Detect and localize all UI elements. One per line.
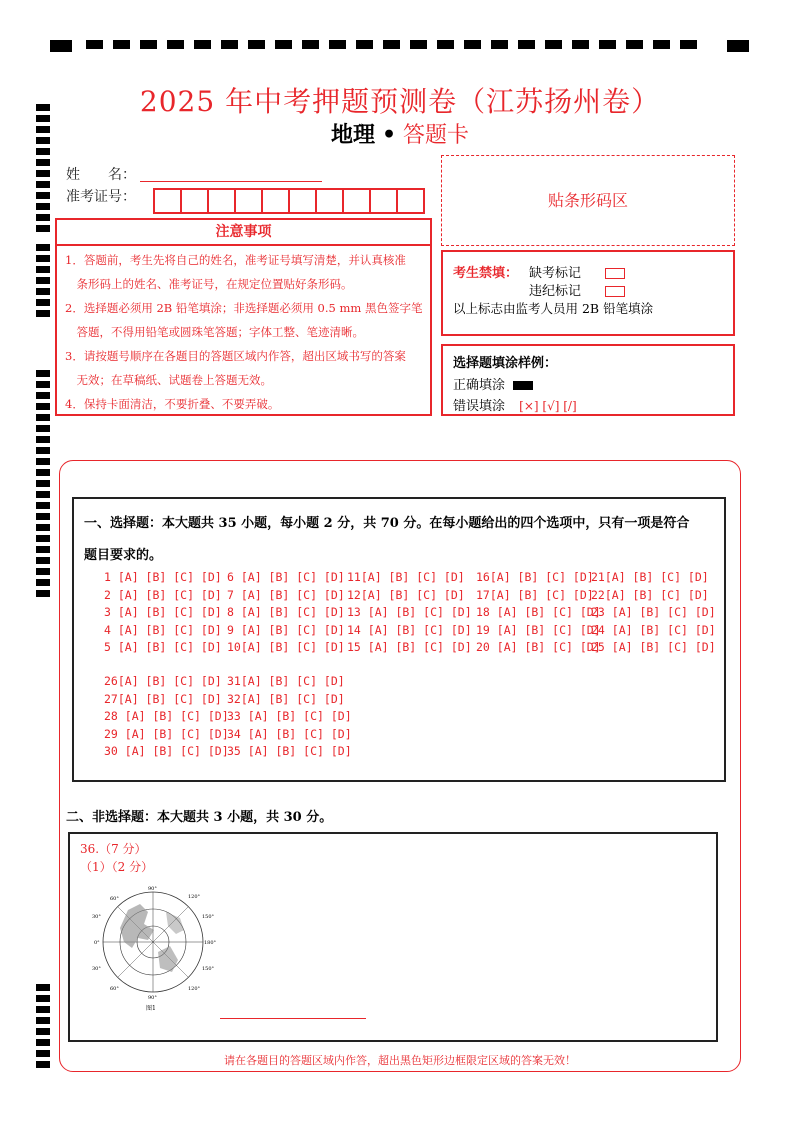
timing-mark bbox=[36, 984, 50, 991]
mc-question-row[interactable]: 33 [A] [B] [C] [D] bbox=[227, 709, 352, 723]
notice-box bbox=[55, 218, 432, 416]
mc-question-row[interactable]: 23 [A] [B] [C] [D] bbox=[591, 605, 716, 619]
barcode-label: 贴条形码区 bbox=[547, 191, 628, 210]
mc-question-row[interactable]: 7 [A] [B] [C] [D] bbox=[227, 587, 345, 602]
mc-question-row[interactable]: 10[A] [B] [C] [D] bbox=[227, 640, 345, 654]
mc-question-row[interactable]: 29 [A] [B] [C] [D] bbox=[104, 726, 229, 741]
mc-question-row[interactable]: 9 [A] [B] [C] [D] bbox=[227, 622, 345, 637]
notice-item: 条形码上的姓名、准考证号，在规定位置贴好条形码。 bbox=[65, 277, 353, 291]
section2-title: 二、非选择题：本大题共 3 小题，共 30 分。 bbox=[66, 810, 333, 825]
timing-mark bbox=[36, 288, 50, 295]
timing-mark bbox=[36, 1006, 50, 1013]
forbidden-note: 以上标志由监考人员用 2B 铅笔填涂 bbox=[453, 301, 654, 316]
title-dot: • bbox=[381, 122, 397, 148]
mc-question-row[interactable]: 5 [A] [B] [C] [D] bbox=[104, 640, 222, 654]
mc-question-row[interactable]: 19 [A] [B] [C] [D] bbox=[476, 622, 601, 637]
timing-mark bbox=[36, 458, 50, 465]
absent-mark-row bbox=[529, 262, 625, 281]
timing-mark bbox=[36, 255, 50, 262]
timing-mark bbox=[36, 491, 50, 498]
timing-mark bbox=[36, 299, 50, 306]
notice-item: 答题，不得用铅笔或圆珠笔答题；字体工整、笔迹清晰。 bbox=[65, 325, 364, 339]
correct-label: 正确填涂 bbox=[453, 378, 506, 393]
map-label: 180° bbox=[204, 940, 217, 946]
timing-mark bbox=[36, 590, 50, 597]
timing-mark bbox=[36, 381, 50, 388]
footer-warning: 请在各题目的答题区域内作答，超出黑色矩形边框限定区域的答案无效！ bbox=[224, 1054, 576, 1067]
timing-mark bbox=[36, 502, 50, 509]
map-label: 90° bbox=[148, 995, 157, 1001]
timing-mark bbox=[36, 469, 50, 476]
wrong-marks: [×] [√] [/] bbox=[519, 399, 577, 413]
mc-question-row[interactable]: 12[A] [B] [C] [D] bbox=[347, 587, 465, 602]
violation-mark-row bbox=[529, 280, 625, 299]
mc-question-row[interactable]: 26[A] [B] [C] [D] bbox=[104, 674, 222, 688]
map-label: 150° bbox=[202, 966, 215, 972]
exam-id-label: 准考证号： bbox=[66, 189, 136, 205]
timing-mark bbox=[36, 436, 50, 443]
page-title: 2025 年中考押题预测卷（江苏扬州卷） bbox=[139, 85, 661, 118]
timing-mark bbox=[36, 447, 50, 454]
timing-mark bbox=[36, 1017, 50, 1024]
map-label: 150° bbox=[202, 914, 215, 920]
section1-title-line2: 题目要求的。 bbox=[84, 548, 163, 563]
absent-checkbox[interactable] bbox=[605, 268, 625, 279]
mc-question-row[interactable]: 11[A] [B] [C] [D] bbox=[347, 570, 465, 584]
notice-item: 无效；在草稿纸、试题卷上答题无效。 bbox=[65, 373, 272, 387]
filled-mark-icon bbox=[513, 381, 533, 390]
sample-box bbox=[441, 344, 735, 416]
mc-question-row[interactable]: 20 [A] [B] [C] [D] bbox=[476, 640, 601, 654]
timing-mark bbox=[36, 425, 50, 432]
timing-mark bbox=[36, 524, 50, 531]
mc-question-row[interactable]: 16[A] [B] [C] [D] bbox=[476, 570, 594, 584]
mc-question-row[interactable]: 18 [A] [B] [C] [D] bbox=[476, 605, 601, 619]
wrong-label: 错误填涂 bbox=[453, 399, 506, 414]
mc-question-row[interactable]: 24 [A] [B] [C] [D] bbox=[591, 622, 716, 637]
notice-item: 4．保持卡面清洁，不要折叠、不要弄破。 bbox=[65, 397, 280, 411]
timing-mark bbox=[36, 148, 50, 155]
timing-mark bbox=[36, 192, 50, 199]
map-label: 0° bbox=[94, 940, 100, 946]
mc-question-row[interactable]: 28 [A] [B] [C] [D] bbox=[104, 709, 229, 723]
timing-mark bbox=[36, 170, 50, 177]
notice-heading: 注意事项 bbox=[57, 220, 430, 246]
timing-mark bbox=[36, 557, 50, 564]
mc-question-row[interactable]: 2 [A] [B] [C] [D] bbox=[104, 587, 222, 602]
mc-question-row[interactable]: 34 [A] [B] [C] [D] bbox=[227, 726, 352, 741]
card-label: 答题卡 bbox=[403, 123, 470, 148]
mc-question-row[interactable]: 35 [A] [B] [C] [D] bbox=[227, 744, 352, 758]
mc-question-row[interactable]: 6 [A] [B] [C] [D] bbox=[227, 570, 345, 584]
forbidden-box bbox=[441, 250, 735, 336]
timing-mark bbox=[36, 414, 50, 421]
sample-title: 选择题填涂样例： bbox=[453, 356, 558, 371]
mc-question-row[interactable]: 21[A] [B] [C] [D] bbox=[591, 570, 709, 584]
timing-mark bbox=[36, 480, 50, 487]
timing-mark bbox=[36, 546, 50, 553]
timing-mark bbox=[36, 181, 50, 188]
map-label: 90° bbox=[148, 886, 157, 892]
timing-mark bbox=[36, 203, 50, 210]
mc-question-row[interactable]: 3 [A] [B] [C] [D] bbox=[104, 605, 222, 619]
polar-map-figure bbox=[88, 882, 218, 1012]
mc-question-row[interactable]: 8 [A] [B] [C] [D] bbox=[227, 605, 345, 619]
wrong-row bbox=[453, 395, 577, 414]
subject-name: 地理 bbox=[330, 122, 375, 148]
correct-row bbox=[453, 374, 533, 393]
map-label: 60° bbox=[110, 896, 119, 902]
section1-title-line1: 一、选择题：本大题共 35 小题，每小题 2 分，共 70 分。在每小题给出的四个选项中，只有一项是符合 bbox=[84, 516, 690, 531]
timing-mark bbox=[36, 277, 50, 284]
timing-mark bbox=[36, 1028, 50, 1035]
notice-item: 1．答题前，考生先将自己的姓名，准考证号填写清楚，并认真核准 bbox=[65, 253, 406, 267]
map-label: 120° bbox=[188, 986, 201, 992]
timing-mark bbox=[36, 579, 50, 586]
mc-question-row[interactable]: 13 [A] [B] [C] [D] bbox=[347, 605, 472, 619]
timing-mark bbox=[36, 568, 50, 575]
timing-mark bbox=[36, 995, 50, 1002]
mc-question-row[interactable]: 15 [A] [B] [C] [D] bbox=[347, 640, 472, 654]
mc-question-row[interactable]: 31[A] [B] [C] [D] bbox=[227, 674, 345, 688]
mc-question-row[interactable]: 25 [A] [B] [C] [D] bbox=[591, 640, 716, 654]
timing-mark bbox=[36, 159, 50, 166]
barcode-area bbox=[441, 155, 735, 246]
timing-mark bbox=[36, 403, 50, 410]
map-caption: 图1 bbox=[146, 1005, 156, 1012]
timing-mark bbox=[36, 266, 50, 273]
notice-item: 3．请按题号顺序在各题目的答题区域内作答，超出区域书写的答案 bbox=[65, 349, 406, 363]
violation-label: 违纪标记 bbox=[529, 284, 582, 299]
subject-title bbox=[0, 118, 800, 149]
timing-mark bbox=[36, 392, 50, 399]
timing-mark bbox=[36, 310, 50, 317]
q36-part1-label: （1）（2 分） bbox=[80, 860, 154, 874]
name-label: 姓 名： bbox=[66, 167, 136, 183]
mc-question-row[interactable]: 30 [A] [B] [C] [D] bbox=[104, 744, 229, 758]
name-field[interactable] bbox=[140, 180, 322, 182]
timing-mark bbox=[36, 535, 50, 542]
map-label: 60° bbox=[110, 986, 119, 992]
mc-question-row[interactable]: 32[A] [B] [C] [D] bbox=[227, 691, 345, 706]
notice-item: 2．选择题必须用 2B 铅笔填涂；非选择题必须用 0.5 mm 黑色签字笔 bbox=[65, 301, 423, 315]
timing-mark bbox=[36, 214, 50, 221]
mc-question-row[interactable]: 22[A] [B] [C] [D] bbox=[591, 587, 709, 602]
mc-question-row[interactable]: 1 [A] [B] [C] [D] bbox=[104, 570, 222, 584]
map-label: 120° bbox=[188, 894, 201, 900]
exam-id-boxes[interactable] bbox=[153, 188, 425, 214]
map-label: 30° bbox=[92, 966, 101, 972]
forbidden-label: 考生禁填： bbox=[453, 266, 519, 281]
timing-mark bbox=[36, 225, 50, 232]
mc-question-row[interactable]: 14 [A] [B] [C] [D] bbox=[347, 622, 472, 637]
timing-mark bbox=[36, 513, 50, 520]
mc-question-row[interactable]: 27[A] [B] [C] [D] bbox=[104, 691, 222, 706]
q36-label: 36.（7 分） bbox=[80, 842, 147, 856]
q36-answer-line[interactable] bbox=[220, 1018, 366, 1019]
mc-question-row[interactable]: 17[A] [B] [C] [D] bbox=[476, 587, 594, 602]
timing-mark bbox=[36, 244, 50, 251]
timing-mark bbox=[36, 1039, 50, 1046]
absent-label: 缺考标记 bbox=[529, 266, 582, 281]
violation-checkbox[interactable] bbox=[605, 286, 625, 297]
mc-question-row[interactable]: 4 [A] [B] [C] [D] bbox=[104, 622, 222, 637]
q36-frame bbox=[68, 832, 718, 1042]
timing-mark bbox=[36, 370, 50, 377]
map-label: 30° bbox=[92, 914, 101, 920]
